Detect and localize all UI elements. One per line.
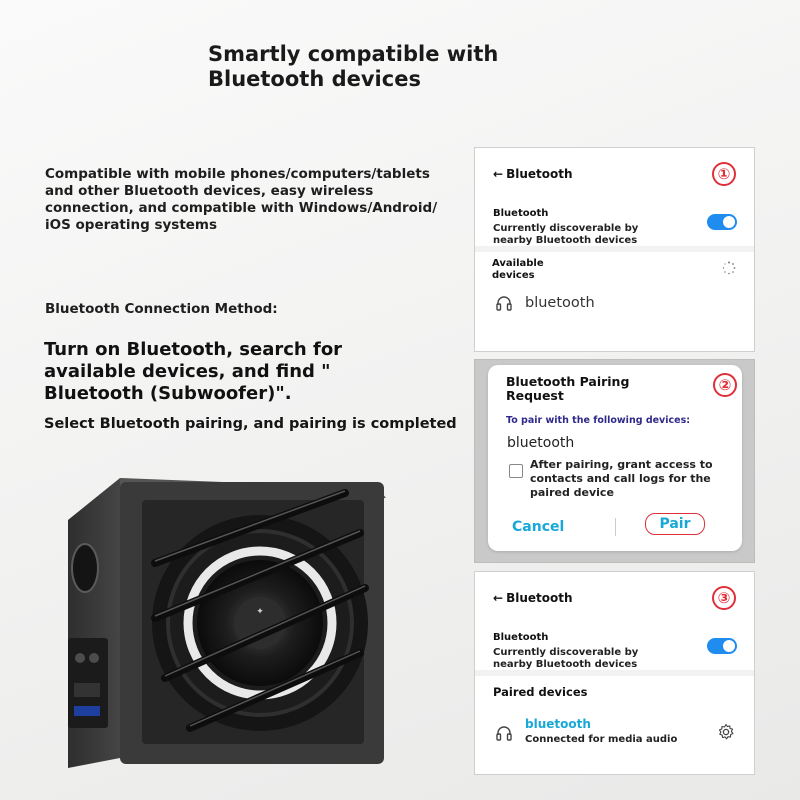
toggle-knob [723,216,735,228]
gear-icon[interactable] [717,723,735,741]
bluetooth-header-title: Bluetooth [506,591,573,605]
section-divider [475,670,754,676]
pairing-device-name: bluetooth [507,435,575,451]
pair-button[interactable]: Pair [645,513,705,535]
discoverable-text: Currently discoverable by nearby Bluetooth devices [493,647,639,670]
grant-access-label[interactable]: After pairing, grant access to contacts and call logs for the paired device [530,458,713,499]
paired-device-status: Connected for media audio [525,734,678,745]
bluetooth-toggle[interactable] [707,214,737,230]
headphones-icon [495,724,513,742]
step-2-badge: ② [713,373,737,397]
step-1-badge: ① [712,162,736,186]
section-divider [475,246,754,252]
bluetooth-header-title: Bluetooth [506,167,573,181]
grant-access-checkbox[interactable] [509,464,523,478]
step-3-panel [474,571,755,775]
cancel-button[interactable]: Cancel [512,516,582,538]
connection-instruction: Turn on Bluetooth, search for available devices, and find " Bluetooth (Subwoofer)". [44,339,343,404]
paired-device-name: bluetooth [525,717,591,731]
bluetooth-header[interactable] [493,167,573,181]
discoverable-text: Currently discoverable by nearby Bluetooth devices [493,223,639,246]
step-3-badge: ③ [712,586,736,610]
pairing-dialog [488,365,742,551]
subwoofer-illustration [60,468,390,778]
loading-spinner-icon [722,261,736,275]
button-separator [615,518,616,536]
svg-text:✦: ✦ [256,607,264,617]
bluetooth-toggle[interactable] [707,638,737,654]
step-1-panel [474,147,755,352]
bluetooth-header[interactable] [493,591,573,605]
bluetooth-label: Bluetooth [493,632,549,643]
step-2-panel [474,359,755,563]
available-device-name: bluetooth [525,295,595,311]
back-arrow-icon[interactable]: ← [493,167,504,181]
back-arrow-icon[interactable]: ← [493,591,504,605]
compatibility-description: Compatible with mobile phones/computers/tablets and other Bluetooth devices, easy wireless connection, and compatible with Windows/Android/ iOS operating systems [45,166,438,233]
heading-line-2: Bluetooth devices [208,67,421,91]
paired-device-item[interactable] [495,717,739,749]
pairing-dialog-title: Bluetooth Pairing Request [506,374,630,403]
connection-method-title: Bluetooth Connection Method: [45,301,278,317]
paired-devices-title: Paired devices [493,685,588,699]
available-devices-label: Available devices [492,258,544,281]
pairing-instruction: Select Bluetooth pairing, and pairing is completed [44,416,457,432]
bluetooth-label: Bluetooth [493,208,549,219]
headphones-icon [495,294,513,312]
page-heading [208,42,498,92]
heading-line-1: Smartly compatible with [208,42,499,66]
pairing-dialog-subtitle: To pair with the following devices: [506,415,691,426]
subwoofer-image [60,468,390,778]
toggle-knob [723,640,735,652]
available-device-item[interactable] [495,293,595,313]
